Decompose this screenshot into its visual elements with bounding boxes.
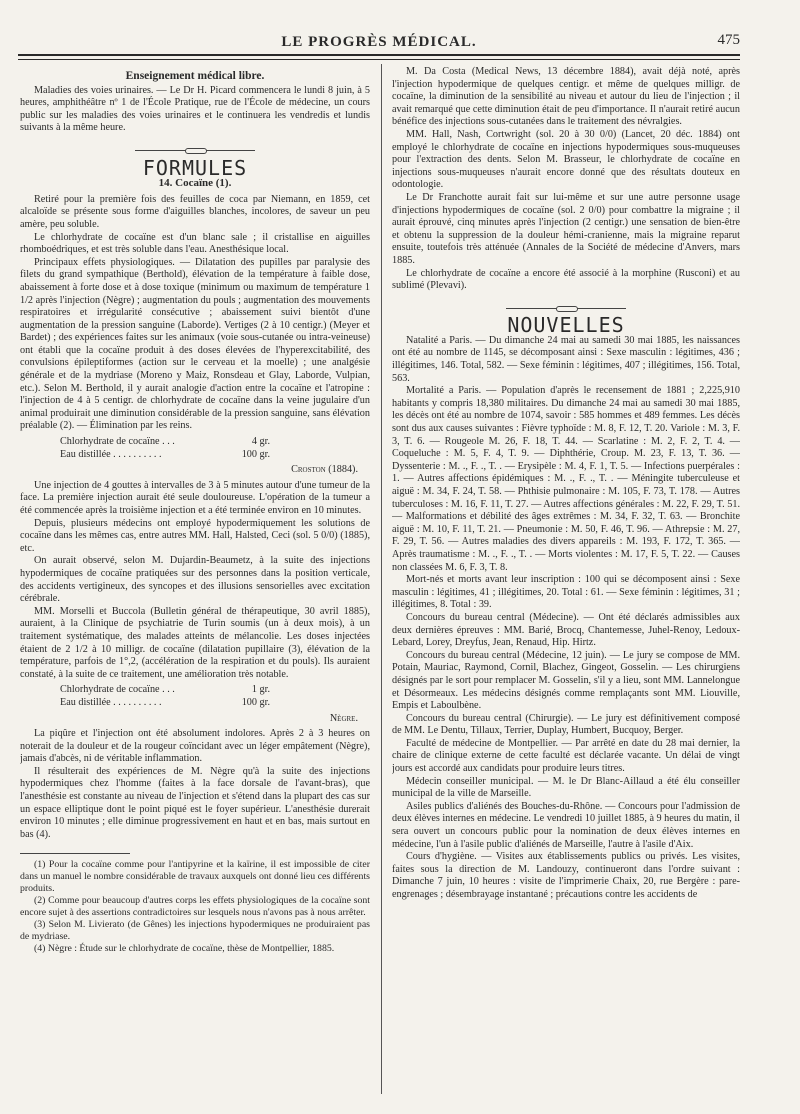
news-item: Concours du bureau central (Chirurgie). — Le jury est définitivement composé de MM. Le Dentu, Tillaux, Terrier, Duplay, Humbert, Bucquoy, Berger. <box>392 712 740 737</box>
footnotes <box>20 859 370 955</box>
paragraph: Une injection de 4 gouttes à intervalles de 3 à 5 minutes autour d'une tumeur de la face. La première injection aurait été seule douloureuse. L'opération de la tumeur a été commencée après la troisième injection et a été terminée environ en 10 minutes. <box>20 479 370 516</box>
paragraph: La piqûre et l'injection ont été absolument indolores. Après 2 à 3 heures on noterait de la douleur et de la rougeur coïncidant avec un léger empâtement (Nègre), jamais d'abcès, ni de véritable inflammation. <box>20 728 370 765</box>
paragraph: MM. Hall, Nash, Cortwright (sol. 20 à 30 0/0) (Lancet, 20 déc. 1884) ont employé le chlorhydrate de cocaïne en injections hypodermiques sous-muqueuses pour l'extraction des dents. Selon M. Brasseur, le chlorhydrate de cocaïne en injections sous-muqueuses n'aurait encore donné que des résultats douteux en odontologie. <box>392 128 740 191</box>
page-number: 475 <box>717 32 740 48</box>
rx-quantity: 100 gr. <box>241 448 270 460</box>
section-heading-nouvelles: NOUVELLES <box>507 313 625 338</box>
news-item: Asiles publics d'aliénés des Bouches-du-Rhône. — Concours pour l'admission de deux élèves internes en médecine. Le vendredi 10 juillet 1885, à 9 heures du matin, il sera ouvert un concours public pour la nomination de deux élèves internes en médecine, l'un à l'asile public d'aliénés de Marseille, l'autre à l'asile d'Aix. <box>392 800 740 850</box>
news-item: Mort-nés et morts avant leur inscription : 100 qui se décomposent ainsi : Sexe masculin : légitimes, 41 ; illégitimes, 20. Total : 61. — Sexe féminin : légitimes, 31 ; illégitimes, 8. Total : 39. <box>392 574 740 611</box>
paragraph: Principaux effets physiologiques. — Dilatation des pupilles par paralysie des filets du grand sympathique (Berthold), élévation de la température à faible dose, abaissement à forte dose et à dose toxique (minimum ou maximum de température 1 1/2 après l'injection (Nègre) ; augmentation du pouls ; augmentation des mouvements respiratoires et irrégularité consécutive ; abaissement suivi bientôt d'une augmentation de la pression sanguine (Laborde). Vertiges (2 à 10 centigr.) (Meyer et Bardet) ; des expériences faites sur les animaux (voie sous-cutanée ou intra-veineuse) ont établi que la cocaïne produit à des doses élevées de l'hyperexcitabilité, des convulsions épileptiformes (action sur le cerveau et la moelle) ; une analgésie générale et de la mydriase (Moreno y Maiz, Ronsdeau et Glay, Laborde, Vulpian, etc.). Selon M. Berthold, il y aurait analogie d'action entre la cocaïne et l'atropine : l'injection de 4 à 5 centigr. de chlorhydrate de cocaïne dans la veine jugulaire d'un animal produirait une diminution considérable de la pression sanguine, sans élévation préalable (2). — Élimination par les reins. <box>20 256 370 432</box>
news-item: Concours du bureau central (Médecine). — Ont été déclarés admissibles aux deux dernières épreuves : MM. Barié, Brocq, Chantemesse, Juhel-Renoy, Ledoux-Lebard, Lorey, Dreyfus, Jean, Renaud, Hip. Hirtz. <box>392 611 740 649</box>
paragraph: Le chlorhydrate de cocaïne est d'un blanc sale ; il cristallise en aiguilles rhomboédriques, et est très soluble dans l'eau. Anesthésique local. <box>20 231 370 256</box>
column-divider <box>381 64 382 1094</box>
header-rule <box>18 59 740 60</box>
journal-title: LE PROGRÈS MÉDICAL. <box>281 34 477 50</box>
news-item: Concours du bureau central (Médecine, 12 juin). — Le jury se compose de MM. Potain, Mauriac, Raymond, Cornil, Blachez, Gingeot, Gosselin. — Les chirurgiens désignés par le sort pour remplacer M. Gosselin, s'il y a lieu, sont MM. Lannelongue et Désormeaux. Les médecins désignés comme remplaçants sont MM. Liouville, Empis et Laboulbène. <box>392 649 740 712</box>
footnote: (3) Selon M. Livierato (de Gênes) les injections hypodermiques ne produiraient pas de mydriase. <box>20 919 370 943</box>
paragraph: Depuis, plusieurs médecins ont employé hypodermiquement les solutions de cocaïne dans les mêmes cas, entre autres MM. Hall, Halsted, Ceci (sol. 5 0/0) (1885), etc. <box>20 517 370 554</box>
ornament-divider <box>20 143 370 156</box>
footnote-rule <box>20 853 130 854</box>
left-column <box>20 66 370 1096</box>
prescription-1 <box>60 436 370 461</box>
rx-ingredient: Eau distillée . . . . . . . . . . <box>60 448 162 460</box>
news-item: Cours d'hygiène. — Visites aux établissements publics ou privés. Les visites, faites sous la direction de M. Landouzy, continueront dans l'ordre suivant : Dimanche 7 juin, 10 heures : visite de l'imprimerie Chaix, 20, rue Bergère : pare-engrenages ; désembrayage instantané ; précautions contre les accidents de <box>392 851 740 900</box>
footnote: (4) Nègre : Étude sur le chlorhydrate de cocaïne, thèse de Montpellier, 1885. <box>34 943 335 955</box>
section-heading-formules: FORMULES <box>142 155 248 180</box>
right-column <box>392 66 740 1096</box>
paragraph: M. Da Costa (Medical News, 13 décembre 1884), avait déjà noté, après l'injection hypodermique de quelques centigr. et même de quelques milligr. de cocaïne, la diminution de la sensibilité au niveau et autour du lieu de l'injection ; il avait remarqué que cette diminution était de peu d'importance. Il n'aurait retiré aucun bénéfice des injections sous-cutanées dans le traitement des névralgies. <box>392 66 740 128</box>
paragraph: Le chlorhydrate de cocaïne a encore été associé à la morphine (Rusconi) et au sublimé (Plevavi). <box>392 267 740 292</box>
ornament-divider <box>392 301 740 314</box>
rx-quantity: 1 gr. <box>251 684 270 696</box>
rx-quantity: 100 gr. <box>241 696 270 708</box>
prescription-attribution: Nègre. <box>329 712 358 724</box>
paragraph-enseignement: Maladies des voies urinaires. — Le Dr H. Picard commencera le lundi 8 juin, à 5 heures, amphithéâtre nº 1 de l'École Pratique, rue de l'École de médecine, un cours public sur les maladies des voies urinaires et le continuera les vendredis et lundis suivants à la même heure. <box>20 84 370 134</box>
footnote: (2) Comme pour beaucoup d'autres corps les effets physiologiques de la cocaïne sont encore sujet à des assertions contradictoires sur lesquels nous n'avons pas à nous arrêter. <box>20 895 370 919</box>
news-item: Mortalité a Paris. — Population d'après le recensement de 1881 ; 2,225,910 habitants y compris 18,380 militaires. Du dimanche 24 mai au samedi 30 mai 1885, les décès ont été au nombre de 1074, savoir : 585 hommes et 489 femmes. Les décès sont dus aux causes suivantes : Fièvre typhoïde : M. 8, F. 12, T. 20. Variole : M. 3, F. 3, T. 6. — Rougeole M. 26, F. 18, T. 44. — Scarlatine : M. 2, F. 2, T. 4. — Coqueluche : M. 5, F. 4, T. 9. — Diphthérie, Croup. M. 23, F. 13, T. 36. — Dyssenterie : M. ., F. ., T. . — Erysipèle : M. 4, F. 1, T. 5. — Infections puerpérales : 1. — Autres affections épidémiques : M. ., F. ., T. . — Méningite tuberculeuse et aiguë : M. 34, F. 24, T. 58. — Phthisie pulmonaire : M. 105, F. 73, T. 178. — Autres tuberculoses : M. 16, F. 11, T. 27. — Autres affections générales : M. 22, F. 29, T. 51. — Malformations et débilité des âges extrêmes : M. 34, F. 32, T. 63. — Bronchite aiguë : M. 10, F. 11, T. 21. — Pneumonie : M. 50, F. 46, T. 96. — Athrepsie : M. 27, F. 29, T. 56. — Autres maladies des divers appareils : M. 193, F. 172, T. 365. — Après traumatisme : M. ., F. ., T. . — Morts violentes : M. 17, F. 5, T. 22. — Causes non classées M. 6, F. 3, T. 8. <box>392 385 740 573</box>
news-item: Natalité a Paris. — Du dimanche 24 mai au samedi 30 mai 1885, les naissances ont été au nombre de 1145, se décomposant ainsi : Sexe masculin : légitimes, 436 ; illégitimes, 146. Total, 582. — Sexe féminin : légitimes, 407 ; illégitimes, 156. Total, 563. <box>392 334 740 384</box>
rx-ingredient: Chlorhydrate de cocaïne . . . <box>60 436 175 448</box>
prescription-2 <box>60 684 370 709</box>
footnote: (1) Pour la cocaïne comme pour l'antipyrine et la kaïrine, il est impossible de citer dans un manuel le nombre considérable de travaux auxquels ont donné lieu ces différents produits. <box>20 859 370 895</box>
rx-quantity: 4 gr. <box>251 436 270 448</box>
paragraph: Il résulterait des expériences de M. Nègre qu'à la suite des injections hypodermiques chez l'homme (faites à la face dorsale de l'avant-bras), que l'anesthésie est constante au niveau de l'injection et s'étend dans la plupart des cas sur un espace elliptique dont le point piqué est le foyer supérieur. L'anesthésie durerait environ 10 minutes ; elle diminue progressivement en haut et en bas, mais surtout en bas (4). <box>20 765 370 840</box>
paragraph: Le Dr Franchotte aurait fait sur lui-même et sur une autre personne usage d'injections hypodermiques de cocaïne (sol. 2 0/0) pour combattre la migraine ; il aurait éprouvé, cinq minutes après l'injection (2 centigr.) une sensation de bien-être et obtenu la suppression de la douleur hémi-cranienne, mais la migraine reparut ensuite, toutefois très atténuée (Annales de la Société de médecine d'Anvers, mars 1885. <box>392 191 740 266</box>
prescription-attribution: Croston (1884). <box>291 464 358 476</box>
paragraph: On aurait observé, selon M. Dujardin-Beaumetz, à la suite des injections hypodermiques de cocaïne pratiquées sur des personnes dans la position verticale, des accidents vertigineux, des syncopes et des illusions sensorielles avec excitation cérébrale. <box>20 555 370 605</box>
rx-ingredient: Eau distillée . . . . . . . . . . <box>60 696 162 708</box>
paragraph: MM. Morselli et Buccola (Bulletin général de thérapeutique, 30 avril 1885), auraient, à la Clinique de psychiatrie de Turin soumis (un à deux mois), à un traitement systématique, des malades atteints de mélancolie. Les doses injectées étaient de 2 1/2 à 10 milligr. de cocaïne (dilatation pupillaire (3), élévation de la température, parfois de 1°,2, (accélération de la respiration et du pouls). Ils auraient constaté, à la suite de ce traitement, une amélioration très notable. <box>20 605 370 680</box>
news-item: Médecin conseiller municipal. — M. le Dr Blanc-Aillaud a été élu conseiller municipal de la ville de Marseille. <box>392 775 740 800</box>
running-header <box>18 34 740 56</box>
paragraph: Retiré pour la première fois des feuilles de coca par Niemann, en 1859, cet alcaloïde se présente sous forme d'aiguilles blanches, incolores, de saveur un peu amère, peu soluble. <box>20 193 370 230</box>
news-item: Faculté de médecine de Montpellier. — Par arrêté en date du 28 mai dernier, la chaire de clinique externe de cette faculté est déclarée vacante. Un délai de vingt jours est accordé aux candidats pour produire leurs titres. <box>392 737 740 775</box>
formula-subheading: 14. Cocaïne (1). <box>158 177 232 190</box>
section-heading-enseignement: Enseignement médical libre. <box>125 70 265 82</box>
rx-ingredient: Chlorhydrate de cocaïne . . . <box>60 684 175 696</box>
